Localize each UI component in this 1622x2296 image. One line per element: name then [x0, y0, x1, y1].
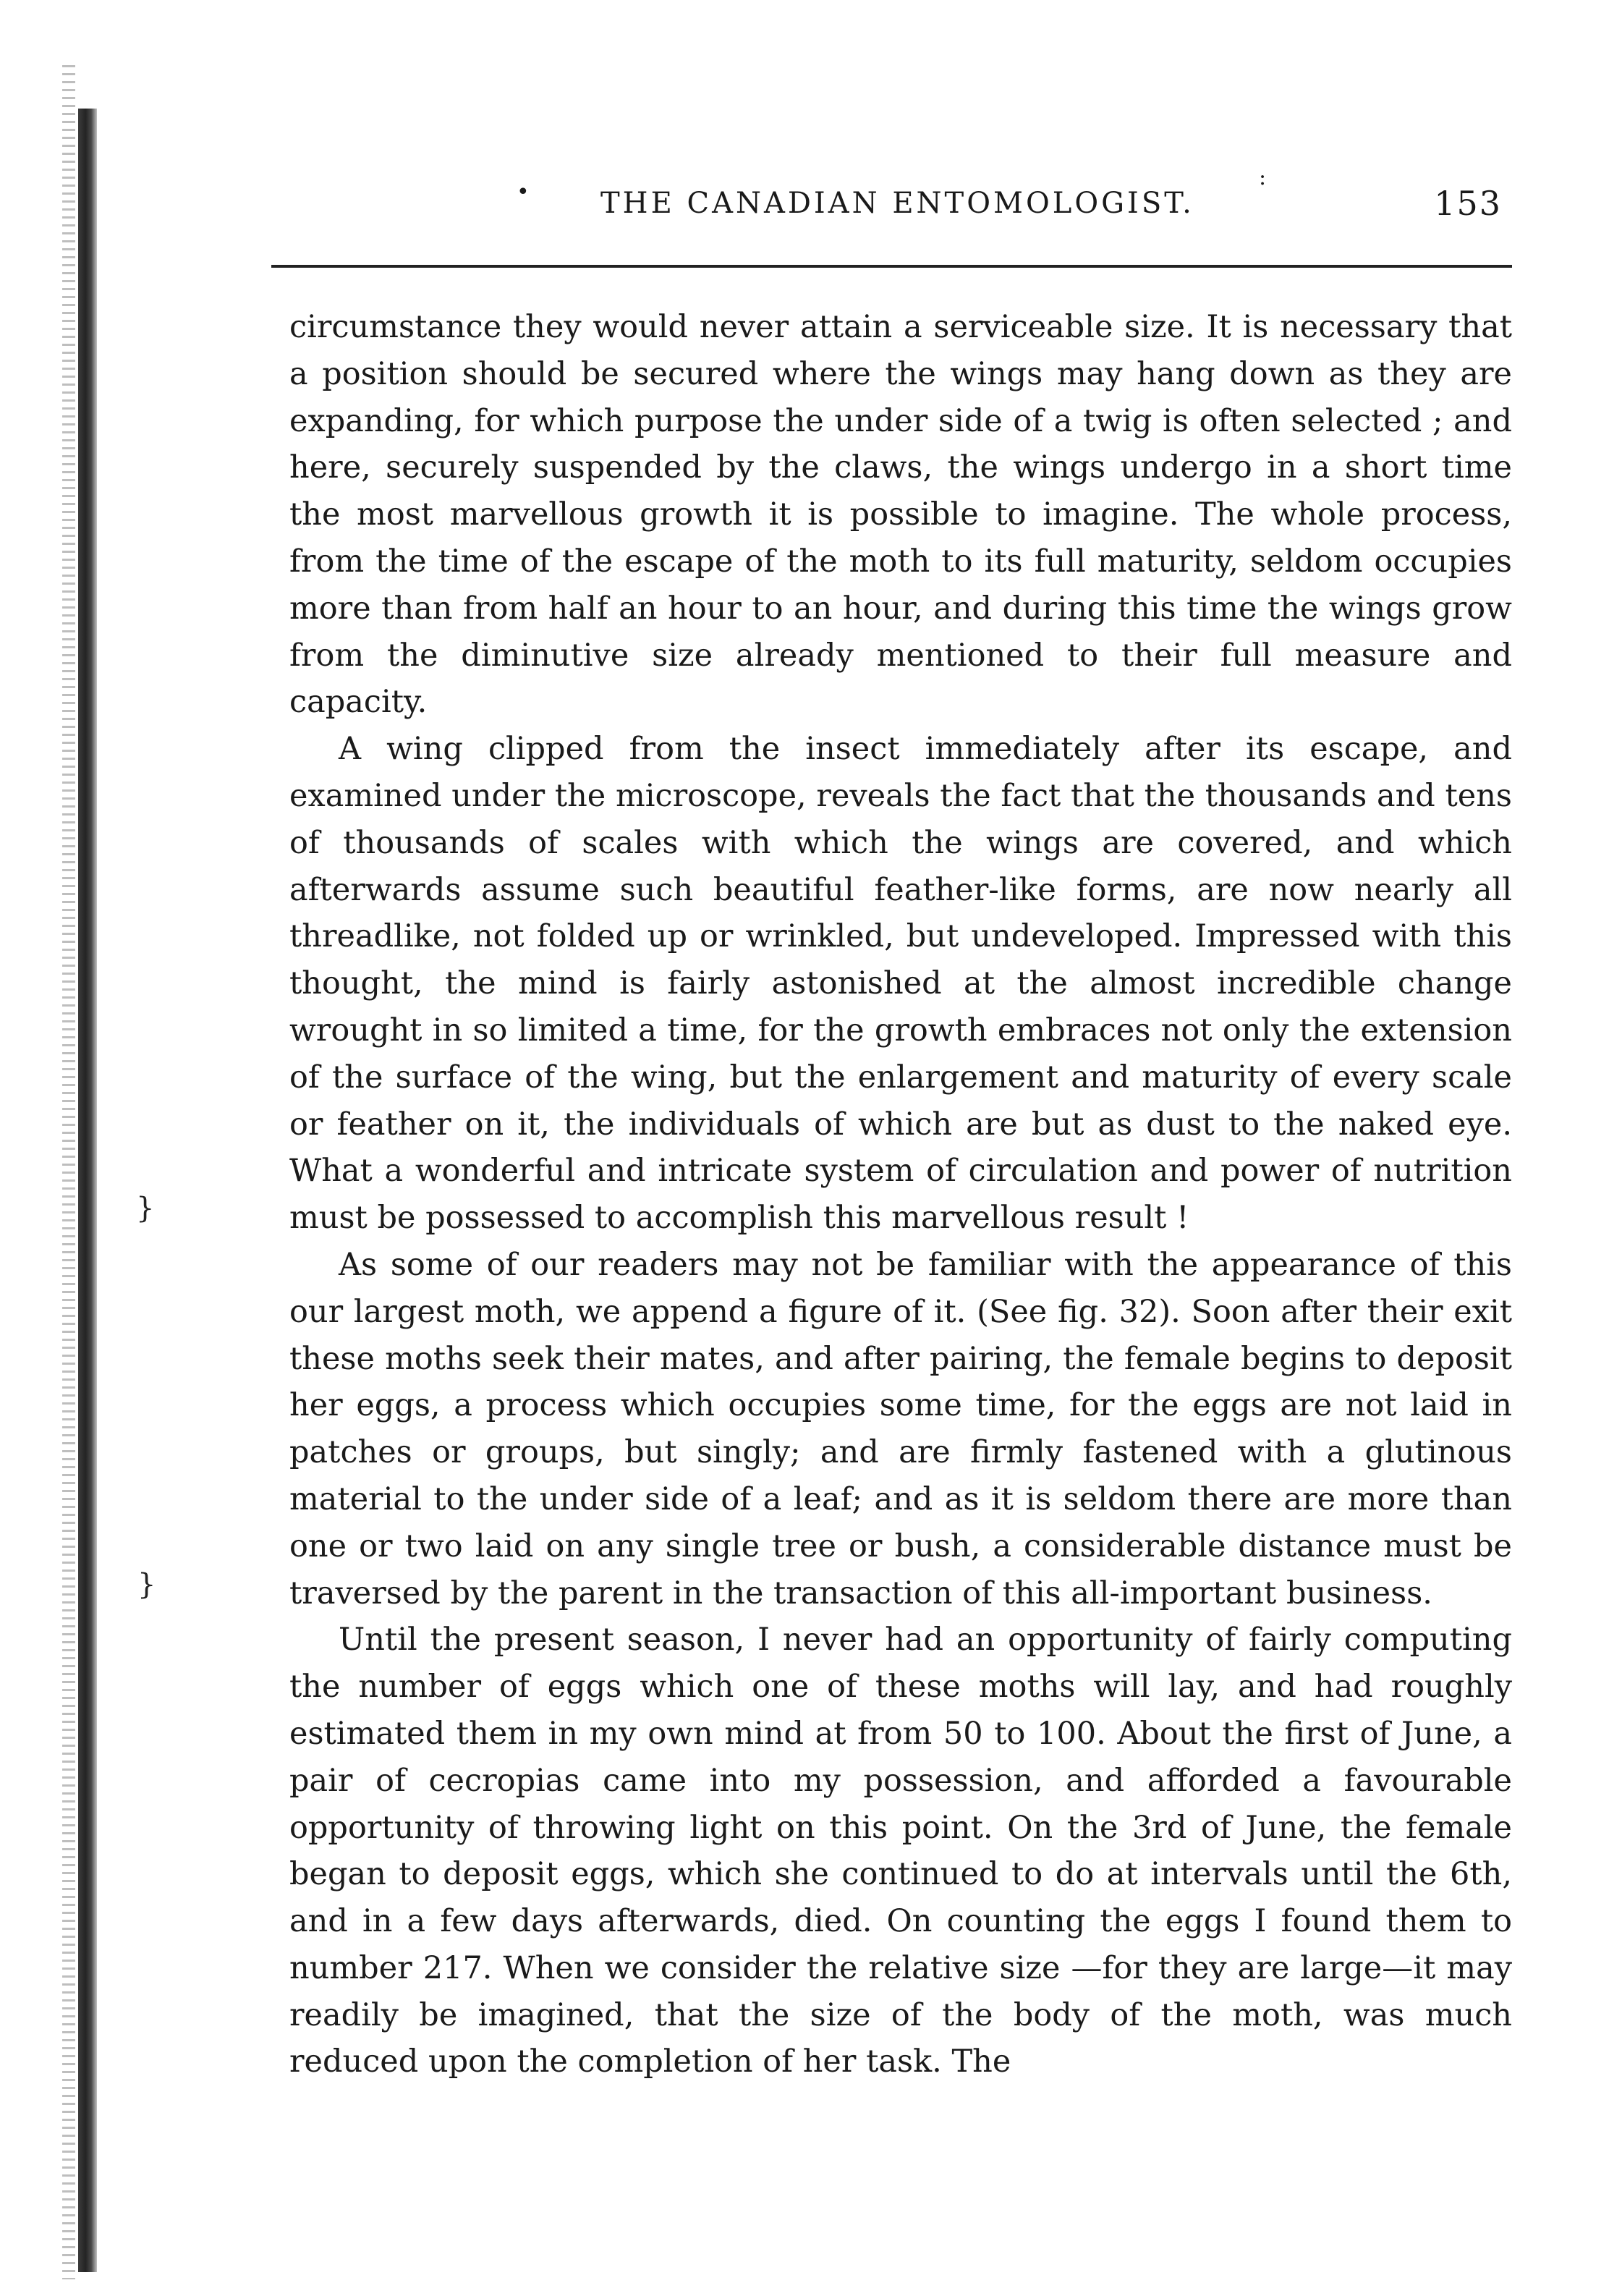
- gutter-mark: }: [137, 1568, 156, 1601]
- paragraph-wing-microscope: A wing clipped from the insect immediately after its escape, and examined under the microscope, reveals the fact that the thousands and tens of thousands of scales with which the wings are covered, and which afterwards assume such beautiful feather-like forms, are now nearly all threadlike, not folded up or wrinkled, but undeveloped. Impressed with this thought, the mind is fairly astonished at the almost incredible change wrought in so limited a time, for the growth embraces not only the extension of the surface of the wing, but the enlargement and maturity of every scale or feather on it, the individuals of which are but as dust to the naked eye. What a wonderful and intricate system of circulation and power of nutrition must be possessed to accomplish this marvellous result !: [289, 731, 1512, 1237]
- running-head-dot: •: [517, 179, 530, 205]
- running-head-colon: :: [1259, 165, 1267, 190]
- gutter-mark: }: [136, 1192, 155, 1225]
- paragraph-largest-moth: As some of our readers may not be familiar with the appearance of this our largest moth, we append a figure of it. (See fig. 32). Soon after their exit these moths seek their mates, and after pairing, the female begins to deposit her eggs, a process which occupies some time, for the eggs are not laid in patches or groups, but singly; and are firmly fastened with a glutinous material to the under side of a leaf; and as it is seldom there are more than one or two laid on any single tree or bush, a considerable distance must be traversed by the parent in the transaction of this all-important business.: [289, 1246, 1512, 1611]
- journal-title: THE CANADIAN ENTOMOLOGIST.: [600, 187, 1194, 220]
- paragraph-continued: circumstance they would never attain a serviceable size. It is necessary that a position should be secured where the wings may hang down as they are expanding, for which purpose the under side of a twig is often selected ; and here, securely suspended by the claws, the wings undergo in a short time the most marvellous growth it is possible to imagine. The whole process, from the time of the escape of the moth to its full maturity, seldom occupies more than from half an hour to an hour, and during this time the wings grow from the diminutive size already mentioned to their full measure and capacity.: [289, 309, 1512, 721]
- binding-gutter: [78, 109, 97, 2272]
- article-body: [289, 304, 1512, 2085]
- binding-shadow-fray: [62, 65, 75, 2279]
- header-rule: [271, 265, 1512, 268]
- running-head: [289, 145, 1512, 232]
- page-number: 153: [1434, 184, 1502, 223]
- paragraph-egg-count: Until the present season, I never had an opportunity of fairly computing the number of eggs which one of these moths will lay, and had roughly estimated them in my own mind at from 50 to 100. About the first of June, a pair of cecropias came into my possession, and afforded a favourable opportunity of throwing light on this point. On the 3rd of June, the female began to deposit eggs, which she continued to do at intervals until the 6th, and in a few days afterwards, died. On counting the eggs I found them to number 217. When we consider the relative size —for they are large—it may readily be imagined, that the size of the body of the moth, was much reduced upon the completion of her task. The: [289, 1622, 1512, 2080]
- scanned-page: [289, 145, 1512, 2080]
